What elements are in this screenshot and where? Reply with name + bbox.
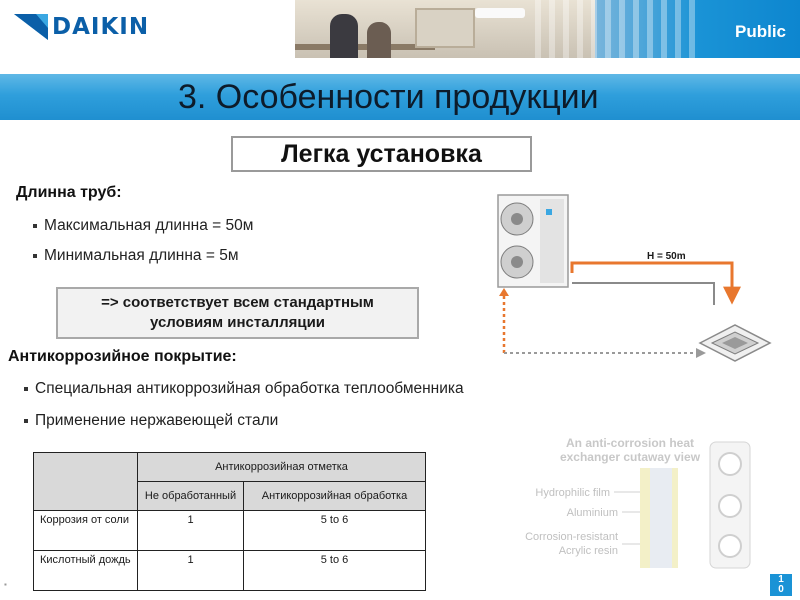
footer-mark: ▪ <box>4 580 7 589</box>
cutaway-title-line1: An anti-corrosion heat <box>565 436 695 450</box>
daikin-logo-mark-icon <box>14 14 48 40</box>
table-row-label: Коррозия от соли <box>34 511 138 551</box>
coating-heading: Антикоррозийное покрытие: <box>8 348 237 365</box>
daikin-logo <box>14 12 164 42</box>
note-box <box>56 287 419 339</box>
label-aluminium: Aluminium <box>566 507 618 519</box>
bullet-dot-icon <box>24 387 28 391</box>
table-row <box>34 511 426 551</box>
table-cell-untreated: 1 <box>138 511 244 551</box>
table-cell-treated: 5 to 6 <box>244 511 426 551</box>
header-banner-photo <box>295 0 800 58</box>
bullet-heat-exchanger-treatment: Специальная антикоррозийная обработка теплообменника <box>24 380 464 398</box>
height-label: H = 50m <box>647 251 686 262</box>
bullet-dot-icon <box>33 254 37 258</box>
refrigerant-pipe-lower <box>572 283 714 305</box>
cutaway-title-line2: exchanger cutaway view <box>559 450 701 464</box>
page-number-digit-1: 1 <box>778 574 784 585</box>
bullet-min-length: Минимальная длинна = 5м <box>33 247 239 265</box>
table-header-untreated: Не обработанный <box>138 482 244 511</box>
page-number-badge <box>770 574 792 596</box>
page-number-digit-2: 0 <box>778 584 784 595</box>
label-acrylic-resin: Acrylic resin <box>558 545 618 557</box>
note-line-2: условиям инсталляции <box>149 314 326 331</box>
outdoor-unit-icon <box>498 195 568 287</box>
installation-diagram <box>490 185 800 375</box>
heat-exchanger-cutaway-diagram <box>500 430 790 570</box>
pipe-length-heading: Длинна труб: <box>16 184 122 201</box>
corrosion-table <box>33 452 426 591</box>
section-subtitle: Легка установка <box>231 136 532 172</box>
table-group-header: Антикоррозийная отметка <box>138 453 426 482</box>
indoor-cassette-unit-icon <box>700 325 770 361</box>
bullet-dot-icon <box>33 224 37 228</box>
label-corrosion-resistant: Corrosion-resistant <box>525 531 618 543</box>
classification-label: Public <box>734 22 786 41</box>
page-title: 3. Особенности продукции <box>178 78 599 116</box>
table-row-label: Кислотный дождь <box>34 551 138 591</box>
label-hydrophilic-film: Hydrophilic film <box>535 487 610 499</box>
bullet-max-length: Максимальная длинна = 50м <box>33 217 253 235</box>
table-row <box>34 551 426 591</box>
table-header-treated: Антикоррозийная обработка <box>244 482 426 511</box>
note-line-1: => соответствует всем стандартным <box>101 294 374 311</box>
table-cell-untreated: 1 <box>138 551 244 591</box>
logo-text: DAIKIN <box>52 14 150 40</box>
table-header-row <box>34 453 426 482</box>
bullet-dot-icon <box>24 419 28 423</box>
table-cell-treated: 5 to 6 <box>244 551 426 591</box>
bullet-stainless-steel: Применение нержавеющей стали <box>24 412 278 430</box>
table-corner-cell <box>34 453 138 511</box>
